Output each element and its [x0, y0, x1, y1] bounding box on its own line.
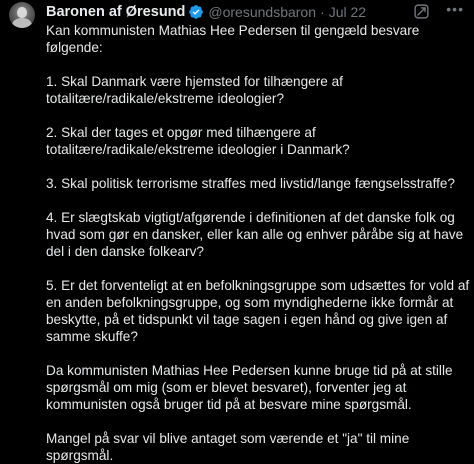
tweet-paragraph-question-3: 3. Skal politisk terrorisme straffes med livstid/lange fængselsstraffe? [46, 176, 455, 191]
grok-icon[interactable] [413, 3, 430, 20]
avatar-shoulders [12, 18, 32, 28]
avatar[interactable] [9, 2, 35, 28]
more-options-icon[interactable]: ••• [446, 0, 464, 17]
tweet-paragraph-intro: Kan kommunisten Mathias Hee Pedersen til gengæld besvare følgende: [46, 23, 420, 55]
author-handle[interactable]: @oresundsbaron [208, 4, 317, 20]
tweet-date[interactable]: Jul 22 [328, 4, 367, 20]
tweet-paragraph-question-5: 5. Er det forventeligt at en befolkningsgruppe som udsættes for vold af en anden befolkningsgruppe, og som myndighederne ikke formår at beskytte, på et tidspunkt vil tage sagen i egen hånd og give igen af samme skuffe? [46, 278, 470, 344]
tweet-header [46, 3, 366, 21]
tweet-paragraph-question-2: 2. Skal der tages et opgør med tilhængere af totalitære/radikale/ekstreme ideologier i Danmark? [46, 125, 350, 157]
tweet-paragraph-question-1: 1. Skal Danmark være hjemsted for tilhængere af totalitære/radikale/ekstreme ideologier? [46, 74, 343, 106]
tweet-text [46, 22, 470, 464]
tweet-paragraph-closing: Mangel på svar vil blive antaget som værende et "ja" til mine spørgsmål. [46, 431, 410, 463]
header-separator: · [320, 4, 325, 20]
display-name[interactable]: Baronen af Øresund [46, 4, 186, 20]
tweet-paragraph-question-4: 4. Er slægtskab vigtigt/afgørende i definitionen af det danske folk og hvad som gør en dansker, eller kan alle og enhver påråbe sig at have del i den danske folkearv? [46, 210, 464, 259]
avatar-head [17, 7, 27, 18]
tweet-paragraph-statement: Da kommunisten Mathias Hee Pedersen kunne bruge tid på at stille spørgsmål om mig (som er blevet besvaret), forventer jeg at kommunisten også bruger tid på at besvare mine spørgsmål. [46, 363, 453, 412]
verified-badge-icon [188, 4, 204, 20]
tweet-actions [413, 0, 464, 20]
